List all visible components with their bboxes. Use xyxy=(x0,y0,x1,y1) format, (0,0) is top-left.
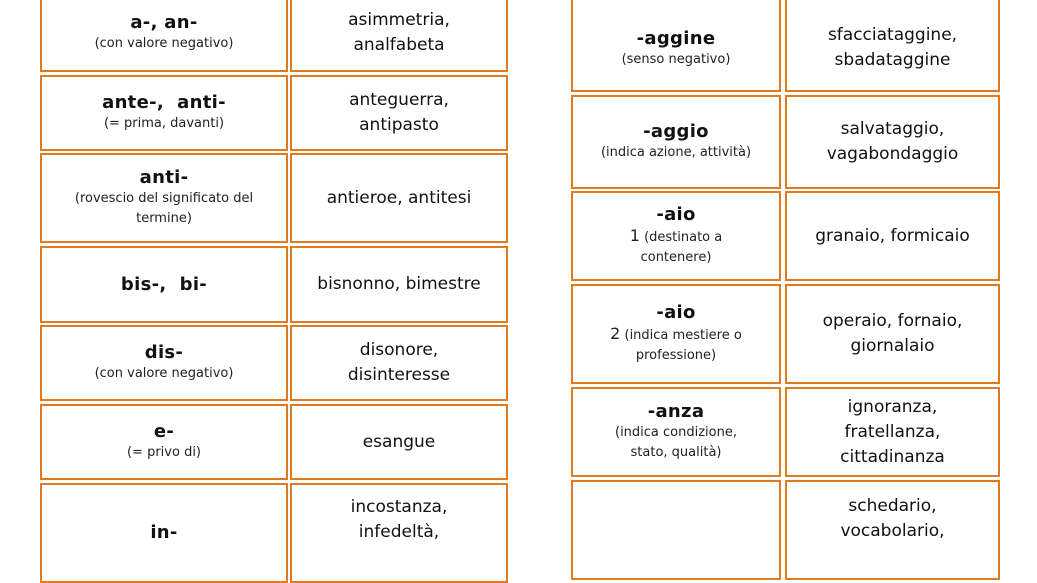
left-row-1-term-cell xyxy=(40,0,288,72)
right-row-6-term-cell xyxy=(571,480,781,580)
examples: incostanza, infedeltà, xyxy=(350,497,448,542)
note: (con valore negativo) xyxy=(94,366,234,381)
term: -anza xyxy=(647,401,705,422)
examples: esangue xyxy=(362,431,436,452)
examples: anteguerra, antipasto xyxy=(349,90,449,135)
left-row-3-term-cell xyxy=(40,153,288,243)
left-row-7-example-cell xyxy=(290,483,508,583)
note: (senso negativo) xyxy=(621,52,731,67)
note xyxy=(604,324,748,366)
note: (indica azione, attività) xyxy=(600,145,752,160)
term: anti- xyxy=(139,167,189,188)
right-row-5-term-cell xyxy=(571,387,781,477)
right-row-5-example-cell xyxy=(785,387,1000,477)
note: (rovescio del significato del termine) xyxy=(74,191,254,226)
note-text: (destinato a contenere) xyxy=(640,230,723,265)
term: bis-, bi- xyxy=(120,273,208,295)
term: -aio xyxy=(656,204,696,225)
left-row-4-term-cell xyxy=(40,246,288,323)
right-row-3-example-cell xyxy=(785,191,1000,281)
examples: asimmetria, analfabeta xyxy=(348,10,450,55)
right-row-2-term-cell xyxy=(571,95,781,189)
left-row-2-term-cell xyxy=(40,75,288,151)
right-row-2-example-cell xyxy=(785,95,1000,189)
examples: bisnonno, bimestre xyxy=(317,274,481,294)
note: (con valore negativo) xyxy=(94,36,234,51)
right-row-1-example-cell xyxy=(785,0,1000,92)
examples: schedario, vocabolario, xyxy=(840,496,945,541)
examples: disonore, disinteresse xyxy=(347,340,451,385)
right-row-6-example-cell xyxy=(785,480,1000,580)
term: ante-, anti- xyxy=(102,92,226,113)
term: -aggine xyxy=(636,28,716,49)
left-row-2-example-cell xyxy=(290,75,508,151)
left-row-4-example-cell xyxy=(290,246,508,323)
right-row-4-term-cell xyxy=(571,284,781,384)
left-row-5-example-cell xyxy=(290,325,508,401)
note-number: 1 xyxy=(629,226,640,245)
examples: ignoranza, fratellanza, cittadinanza xyxy=(840,396,945,467)
examples: operaio, fornaio, giornalaio xyxy=(822,311,963,356)
term: -aio xyxy=(656,302,696,323)
left-row-6-term-cell xyxy=(40,404,288,480)
term: dis- xyxy=(144,342,184,363)
term: a-, an- xyxy=(130,12,198,33)
left-row-5-term-cell xyxy=(40,325,288,401)
term: -aggio xyxy=(643,121,709,142)
left-row-7-term-cell xyxy=(40,483,288,583)
examples: granaio, formicaio xyxy=(815,225,970,246)
note-number: 2 xyxy=(610,324,621,343)
note: (= privo di) xyxy=(126,445,202,460)
note: (indica condizione, stato, qualità) xyxy=(615,425,737,460)
examples: salvataggio, vagabondaggio xyxy=(826,119,959,164)
right-row-3-term-cell xyxy=(571,191,781,281)
note xyxy=(624,226,729,268)
term: e- xyxy=(153,421,175,442)
examples: antieroe, antitesi xyxy=(326,187,472,208)
left-row-6-example-cell xyxy=(290,404,508,480)
examples: sfacciataggine, sbadataggine xyxy=(827,25,958,70)
left-row-1-example-cell xyxy=(290,0,508,72)
right-row-4-example-cell xyxy=(785,284,1000,384)
right-row-1-term-cell xyxy=(571,0,781,92)
note: (= prima, davanti) xyxy=(103,116,225,131)
note-text: (indica mestiere o professione) xyxy=(624,328,742,363)
left-row-3-example-cell xyxy=(290,153,508,243)
term: in- xyxy=(150,522,178,543)
